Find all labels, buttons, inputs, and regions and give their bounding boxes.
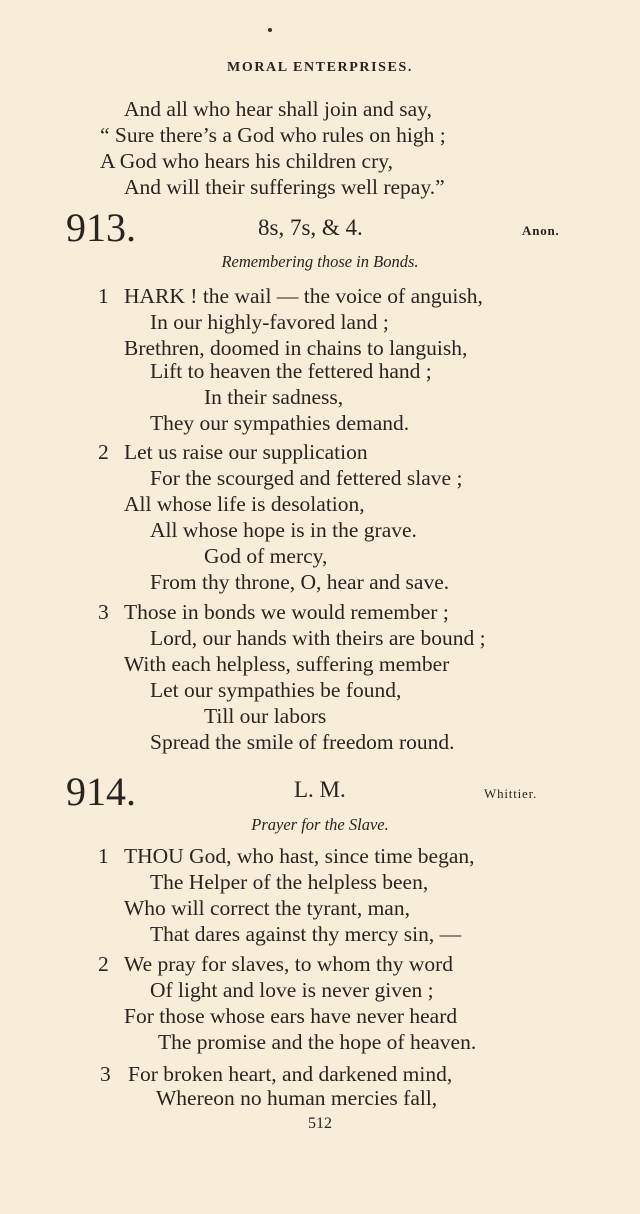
hymn-meter: 8s, 7s, & 4.: [258, 215, 363, 240]
page-mark-dot: [268, 28, 272, 32]
hymn-number: 914.: [66, 769, 136, 814]
verse-line: For the scourged and fettered slave ;: [150, 466, 463, 490]
verse-number: 2: [98, 440, 109, 464]
verse-line: That dares against thy mercy sin, —: [150, 922, 462, 946]
verse-line: With each helpless, suffering member: [124, 652, 450, 676]
verse-line: The Helper of the helpless been,: [150, 870, 429, 894]
verse-line: All whose life is desolation,: [124, 492, 365, 516]
verse-number: 1: [98, 844, 109, 868]
verse-line: For broken heart, and darkened mind,: [128, 1062, 453, 1086]
verse-line: Brethren, doomed in chains to languish,: [124, 336, 468, 360]
verse-line: Lord, our hands with theirs are bound ;: [150, 626, 486, 650]
hymn-number: 913.: [66, 205, 136, 250]
verse-number: 1: [98, 284, 109, 308]
verse-number: 3: [98, 600, 109, 624]
continuation-line: A God who hears his children cry,: [100, 149, 393, 173]
verse-line: Let our sympathies be found,: [150, 678, 402, 702]
verse-line: HARK ! the wail — the voice of anguish,: [124, 284, 483, 308]
hymn-author: Whittier.: [484, 786, 538, 801]
verse-line: In their sadness,: [204, 385, 344, 409]
verse-line: We pray for slaves, to whom thy word: [124, 952, 454, 976]
hymn-meter: L. M.: [294, 777, 346, 802]
verse-line: Who will correct the tyrant, man,: [124, 896, 410, 920]
verse-line: Let us raise our supplication: [124, 440, 368, 464]
verse-line: In our highly-favored land ;: [150, 310, 389, 334]
verse-number: 2: [98, 952, 109, 976]
verse-number: 3: [100, 1062, 111, 1086]
hymn-author: Anon.: [522, 223, 560, 238]
running-header: MORAL ENTERPRISES.: [227, 60, 413, 75]
continuation-line: And all who hear shall join and say,: [124, 97, 432, 121]
verse-line: Of light and love is never given ;: [150, 978, 434, 1002]
verse-line: From thy throne, O, hear and save.: [150, 570, 450, 594]
verse-line: Till our labors: [204, 704, 327, 728]
verse-line: Lift to heaven the fettered hand ;: [150, 359, 432, 383]
verse-line: All whose hope is in the grave.: [150, 518, 417, 542]
verse-line: Those in bonds we would remember ;: [124, 600, 449, 624]
verse-line: Spread the smile of freedom round.: [150, 730, 455, 754]
verse-line: The promise and the hope of heaven.: [158, 1030, 477, 1054]
verse-line: For those whose ears have never heard: [124, 1004, 458, 1028]
continuation-line: And will their sufferings well repay.”: [124, 175, 445, 199]
verse-line: Whereon no human mercies fall,: [156, 1086, 438, 1110]
verse-line: THOU God, who hast, since time began,: [124, 844, 475, 868]
continuation-line: “ Sure there’s a God who rules on high ;: [100, 123, 446, 147]
hymn-title: Prayer for the Slave.: [251, 815, 389, 834]
verse-line: They our sympathies demand.: [150, 411, 410, 435]
verse-line: God of mercy,: [204, 544, 328, 568]
hymn-title: Remembering those in Bonds.: [221, 252, 419, 271]
page-number: 512: [308, 1115, 332, 1132]
